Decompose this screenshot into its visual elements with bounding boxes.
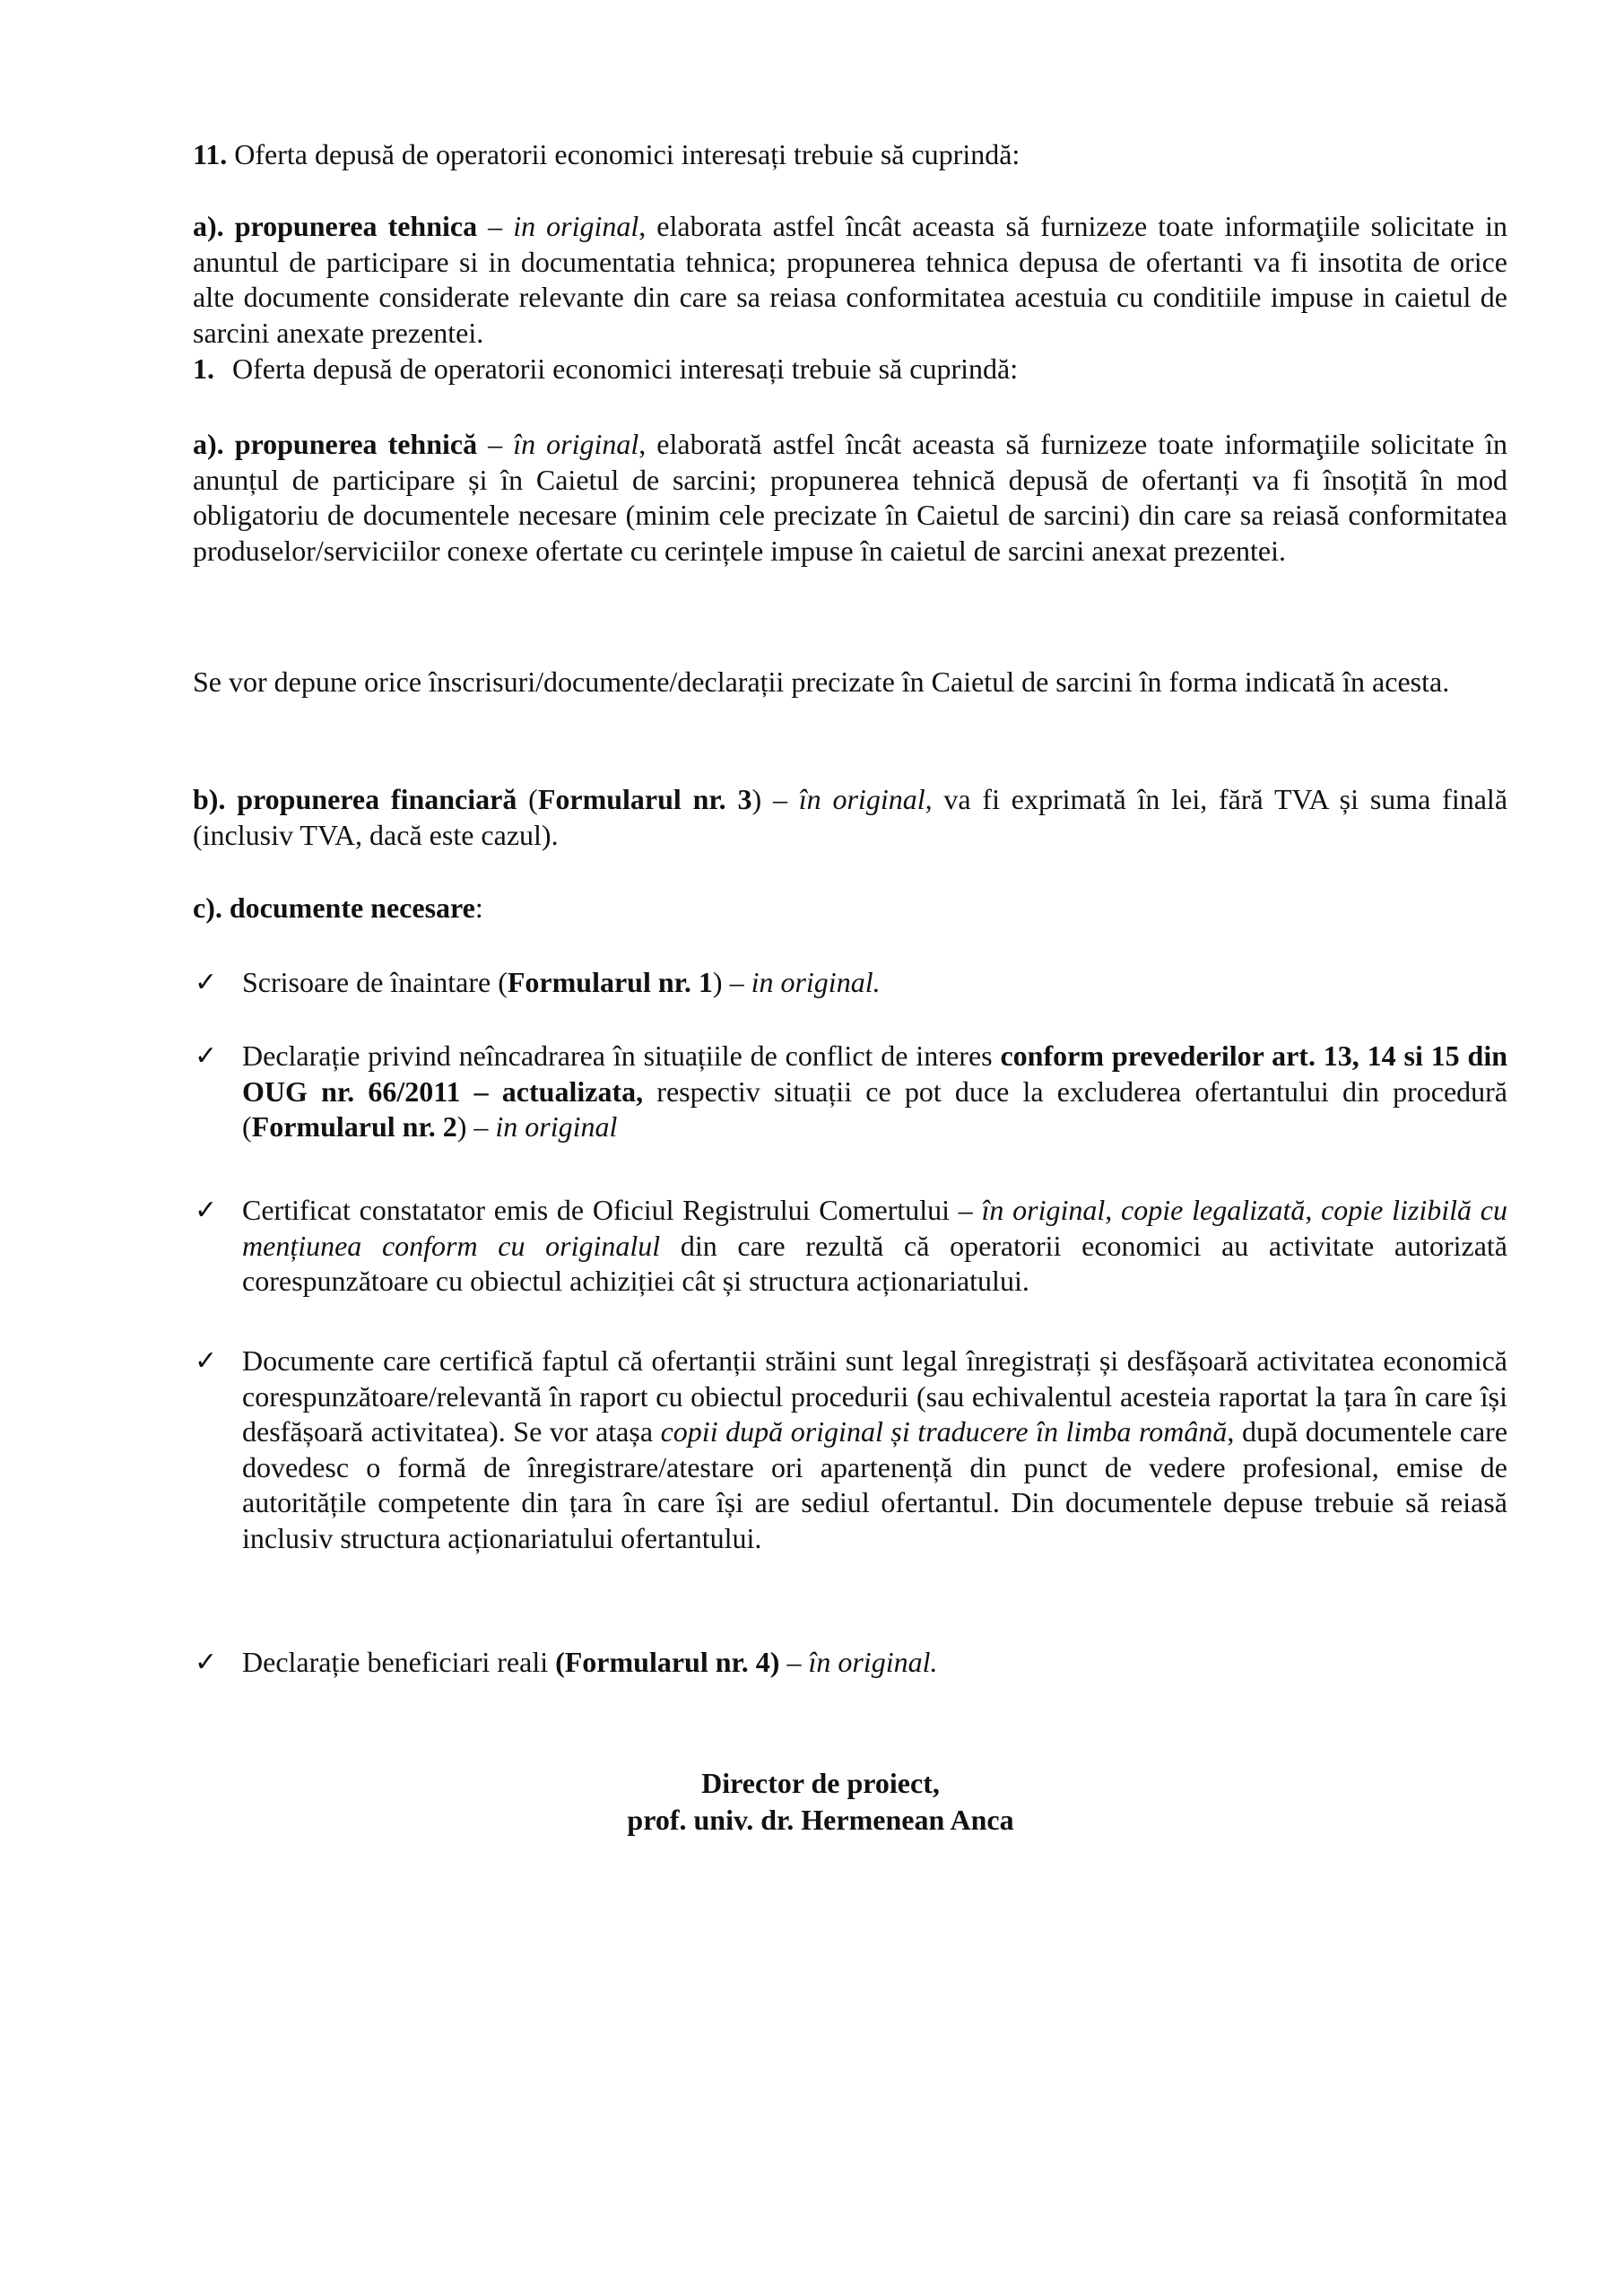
form-reference: Formularul nr. 3: [537, 783, 752, 815]
italic-note: în original,: [798, 783, 933, 815]
text-run: , după documentele care dovedesc o formă de înregistrare/atestare ori apartenență din punct de vedere profesional, emise de autoritățile competente din țara în care își are sediul ofertantul. Din documentele depuse trebuie să reiasă inclusiv structura acționariatului ofertantului.: [242, 1415, 1508, 1554]
checklist-item: [193, 1645, 1507, 1681]
section-number: 1.: [193, 352, 214, 385]
paragraph-label: c). documente necesare: [193, 891, 475, 924]
checklist-item: [193, 1039, 1507, 1145]
text-run: Declarație beneficiari reali: [242, 1646, 556, 1678]
text-run: Documente care certifică faptul că ofertanții străini sunt legal înregistrați și desfășoară activitatea economică corespunzătoare/relevantă în raport cu obiectul procedurii (sau echivalentul acesteia raportat la țara în care își desfășoară activitatea). Se vor atașa: [242, 1344, 1507, 1448]
text-run: ) –: [712, 966, 751, 998]
italic-text: in original: [495, 1110, 618, 1143]
dash: –: [477, 428, 514, 460]
bold-text: conform prevederilor art. 13, 14 si 15 din OUG nr. 66/2011 – actualizata,: [242, 1039, 1508, 1108]
paragraph-text: , elaborată astfel încât aceasta să furnizeze toate informaţiile solicitate în anunțul de participare și în Caietul de sarcini; propunerea tehnică depusă de ofertanți va fi însoțită în mod obligatoriu de documentele necesare (minim cele precizate în Caietul de sarcini) din care sa reiasă conformitatea produselor/serviciilor conexe ofertate cu cerințele impuse în caietul de sarcini anexat prezentei.: [193, 428, 1508, 567]
bold-text: Formularul nr. 1: [507, 966, 713, 998]
section-1-heading: [193, 352, 1507, 387]
submission-note: [193, 665, 1507, 700]
text-run: respectiv situații ce pot duce la excluderea ofertantului din procedură (: [242, 1074, 1508, 1143]
text-run: ) –: [456, 1110, 496, 1143]
checklist-item-text: [242, 1039, 1507, 1145]
checklist-item-text: [242, 965, 1507, 1001]
bold-text: Formularul nr. 2: [251, 1110, 457, 1143]
section-1-b-paragraph: [193, 782, 1507, 853]
text-run: Declarație privind neîncadrarea în situațiile de conflict de interes: [242, 1039, 1001, 1072]
text-run: din care rezultă că operatorii economici au activitate autorizată corespunzătoare cu obiectul achiziției cât și structura acționariatului.: [242, 1229, 1507, 1297]
signature-block: [193, 1765, 1448, 1839]
bold-text: (Formularul nr. 4): [555, 1646, 780, 1678]
checklist-item-text: [242, 1344, 1507, 1556]
paragraph-text: , elaborata astfel încât aceasta să furnizeze toate informaţiile solicitate in anuntul de participare si in documentatia tehnica; propunerea tehnica depusa de ofertanti va fi insotita de orice alte documente considerate relevante din care sa reiasa conformitatea acestuia cu conditiile impuse in caietul de sarcini anexate prezentei.: [193, 210, 1508, 349]
italic-note: in original: [513, 210, 639, 242]
italic-text: în original, copie legalizată, copie lizibilă cu mențiunea conform cu originalul: [242, 1194, 1508, 1262]
check-icon: ✓: [195, 1195, 218, 1226]
section-11-a-paragraph: [193, 209, 1507, 351]
paragraph-label: b). propunerea financiară: [193, 783, 517, 815]
text-run: Certificat constatator emis de Oficiul Registrului Comertului –: [242, 1194, 982, 1226]
text-run: Scrisoare de înaintare (: [242, 966, 508, 998]
checklist-item: [193, 965, 1507, 1001]
section-1-c-heading: [193, 891, 1507, 926]
signature-title: Director de proiect,: [701, 1767, 940, 1799]
section-heading-text: Oferta depusă de operatorii economici interesați trebuie să cuprindă:: [227, 138, 1020, 170]
paragraph-text: va fi exprimată în lei, fără TVA și suma finală (inclusiv TVA, dacă este cazul).: [193, 783, 1508, 851]
italic-note: în original: [513, 428, 639, 460]
dash: –: [477, 210, 514, 242]
checklist-item-text: [242, 1193, 1507, 1300]
check-icon: ✓: [195, 967, 218, 998]
checklist-item: [193, 1193, 1507, 1300]
paragraph-label: a). propunerea tehnica: [193, 210, 478, 242]
colon: :: [474, 891, 483, 924]
paren-open: (: [517, 783, 538, 815]
check-icon: ✓: [195, 1345, 218, 1377]
checklist-item: [193, 1344, 1507, 1556]
section-number: 11.: [193, 138, 228, 170]
section-11-heading: [193, 137, 1507, 173]
italic-text: copii după original și traducere în limba română: [660, 1415, 1228, 1448]
italic-text: în original.: [808, 1646, 938, 1678]
paragraph-label: a). propunerea tehnică: [193, 428, 478, 460]
signature-name: prof. univ. dr. Hermenean Anca: [627, 1804, 1014, 1836]
text-run: –: [779, 1646, 809, 1678]
section-1-a-paragraph: [193, 427, 1507, 569]
paren-close: ): [751, 783, 762, 815]
checklist-item-text: [242, 1645, 1507, 1681]
check-icon: ✓: [195, 1647, 218, 1678]
note-text: Se vor depune orice înscrisuri/documente/declarații precizate în Caietul de sarcini în forma indicată în acesta.: [193, 665, 1450, 698]
section-heading-text: Oferta depusă de operatorii economici interesați trebuie să cuprindă:: [232, 352, 1019, 385]
dash: –: [761, 783, 799, 815]
check-icon: ✓: [195, 1040, 218, 1072]
italic-text: in original.: [751, 966, 881, 998]
